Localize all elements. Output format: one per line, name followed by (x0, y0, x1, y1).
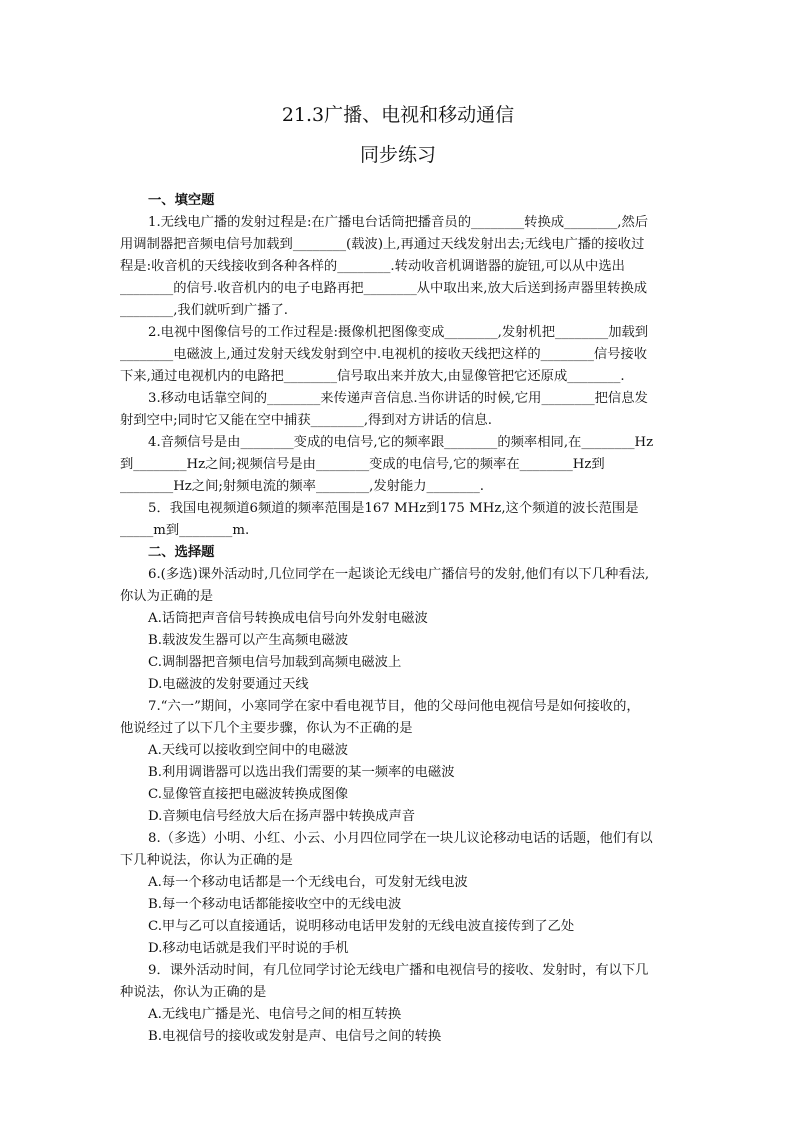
page-title: 21.3广播、电视和移动通信 (281, 104, 515, 126)
text-line: 2.电视中图像信号的工作过程是:摄像机把图像变成________,发射机把________加载到 (148, 325, 649, 340)
question-line: 下几种说法，你认为正确的是 (120, 853, 293, 868)
section-heading-choice: 二、选择题 (148, 545, 215, 560)
answer-option: C.调制器把音频电信号加载到高频电磁波上 (148, 655, 402, 670)
text-line: 3.移动电话靠空间的________来传递声音信息.当你讲话的时候,它用________把信息发 (148, 391, 648, 406)
question-line: 7.“六一”期间，小寒同学在家中看电视节目，他的父母问他电视信号是如何接收的， (148, 699, 640, 714)
section-heading-fill: 一、填空题 (148, 193, 215, 208)
text-line: ________的信号.收音机内的电子电路再把________从中取出来,放大后送到扬声器里转换成 (120, 281, 648, 296)
question-line: 9．课外活动时间，有几位同学讨论无线电广播和电视信号的接收、发射时，有以下几 (148, 963, 649, 978)
answer-option: A.话筒把声音信号转换成电信号向外发射电磁波 (148, 611, 428, 626)
answer-option: A.天线可以接收到空间中的电磁波 (148, 743, 348, 758)
question-line: 6.(多选)课外活动时,几位同学在一起谈论无线电广播信号的发射,他们有以下几种看法, (148, 567, 650, 582)
text-line: 程是:收音机的天线接收到各种各样的________.转动收音机调谐器的旋钮,可以从中选出 (120, 259, 625, 274)
text-line: ________,我们就听到广播了. (120, 303, 289, 318)
answer-option: D.电磁波的发射要通过天线 (148, 677, 309, 692)
question-line: 他说经过了以下几个主要步骤，你认为不正确的是 (120, 721, 413, 736)
text-line: 射到空中;同时它又能在空中捕获________,得到对方讲话的信息. (120, 413, 492, 428)
answer-option: B.载波发生器可以产生高频电磁波 (148, 633, 349, 648)
question-line: 种说法，你认为正确的是 (120, 985, 267, 1000)
answer-option: B.电视信号的接收或发射是声、电信号之间的转换 (148, 1029, 442, 1044)
text-line: 1.无线电广播的发射过程是:在广播电台话筒把播音员的________转换成________,然后 (148, 215, 649, 230)
text-line: _____m到________m. (120, 523, 250, 538)
text-line: ________Hz之间;射频电流的频率________,发射能力________. (120, 479, 484, 494)
document-body (120, 190, 676, 1048)
question-line: 8.（多选）小明、小红、小云、小月四位同学在一块儿议论移动电话的话题，他们有以 (148, 831, 653, 846)
page-subtitle: 同步练习 (359, 144, 436, 166)
answer-option: A.每一个移动电话都是一个无线电台，可发射无线电波 (148, 875, 468, 890)
answer-option: B.每一个移动电话都能接收空中的无线电波 (148, 897, 402, 912)
question-line: 你认为正确的是 (120, 589, 214, 604)
text-line: 到________Hz之间;视频信号是由________变成的电信号,它的频率在________Hz到 (120, 457, 605, 472)
document-page (120, 100, 676, 1048)
text-line: ________电磁波上,通过发射天线发射到空中.电视机的接收天线把这样的________信号接收 (120, 347, 648, 362)
answer-option: D.移动电话就是我们平时说的手机 (148, 941, 349, 956)
answer-option: B.利用调谐器可以选出我们需要的某一频率的电磁波 (148, 765, 455, 780)
answer-option: C.显像管直接把电磁波转换成图像 (148, 787, 349, 802)
text-line: 4.音频信号是由________变成的电信号,它的频率跟________的频率相同,在________Hz (148, 435, 654, 450)
answer-option: A.无线电广播是光、电信号之间的相互转换 (148, 1007, 402, 1022)
text-line: 5．我国电视频道6频道的频率范围是167 MHz到175 MHz,这个频道的波长范围是 (148, 501, 639, 516)
text-line: 下来,通过电视机内的电路把________信号取出来并放大,由显像管把它还原成________. (120, 369, 625, 384)
answer-option: D.音频电信号经放大后在扬声器中转换成声音 (148, 809, 416, 824)
answer-option: C.甲与乙可以直接通话，说明移动电话甲发射的无线电波直接传到了乙处 (148, 919, 575, 934)
text-line: 用调制器把音频电信号加载到________(载波)上,再通过天线发射出去;无线电广播的接收过 (120, 237, 645, 252)
